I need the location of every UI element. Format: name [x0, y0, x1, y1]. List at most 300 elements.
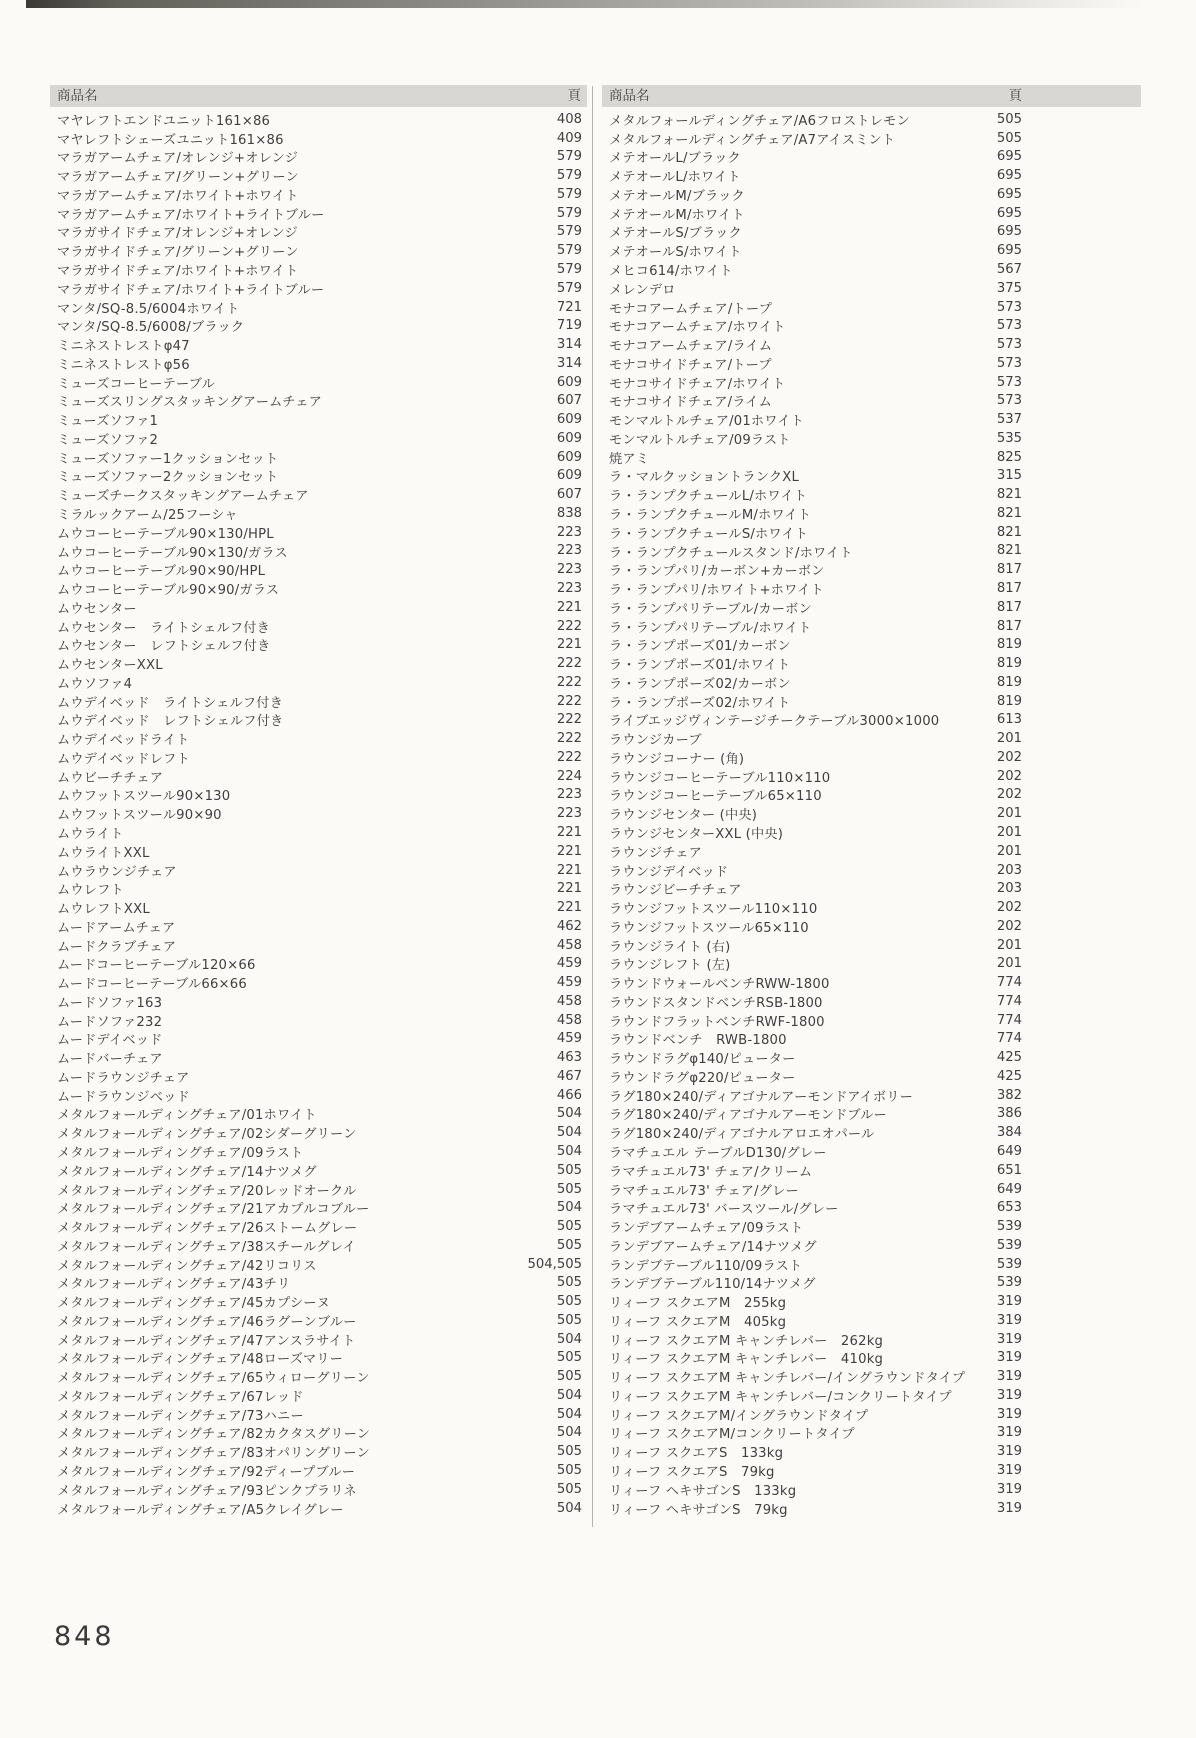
product-name: ラ・マルクッショントランクXL — [609, 470, 800, 486]
product-name: ムウセンターXXL — [57, 658, 163, 674]
product-name: ムードコーヒーテーブル66×66 — [57, 977, 247, 993]
product-name: メタルフォールディングチェア/01ホワイト — [57, 1108, 317, 1124]
list-item — [50, 391, 587, 410]
product-name: メタルフォールディングチェア/93ピンクプラリネ — [57, 1483, 357, 1499]
product-name: メテオールL/ブラック — [609, 151, 741, 167]
product-name: マラガサイドチェア/グリーン+グリーン — [57, 245, 299, 261]
page-ref: 609 — [556, 412, 582, 428]
list-item — [50, 166, 587, 185]
page-ref: 821 — [996, 543, 1022, 559]
product-name: ムウラウンジチェア — [57, 864, 177, 880]
product-name: メテオールM/ホワイト — [609, 207, 745, 223]
product-name: メタルフォールディングチェア/09ラスト — [57, 1146, 304, 1161]
list-item — [50, 1142, 587, 1161]
list-item — [50, 992, 587, 1011]
list-item — [50, 1161, 587, 1180]
list-item — [50, 692, 587, 711]
page-ref: 319 — [996, 1331, 1022, 1347]
list-item — [602, 1011, 1141, 1030]
list-item — [50, 1480, 587, 1499]
product-name: マラガアームチェア/グリーン+グリーン — [57, 170, 299, 186]
product-name: リィーフ ヘキサゴンS 133kg — [609, 1483, 797, 1499]
product-name: ラ・ランプクチュールS/ホワイト — [609, 526, 809, 542]
product-name: ムウデイベッドライト — [57, 733, 190, 749]
product-name: ラウンジカーブ — [609, 733, 702, 749]
list-item — [50, 1086, 587, 1105]
page-ref: 819 — [996, 656, 1022, 672]
list-item — [50, 467, 587, 486]
page-ref: 825 — [996, 449, 1022, 465]
product-name: メタルフォールディングチェア/14ナツメグ — [57, 1164, 317, 1180]
page-ref: 504 — [556, 1106, 582, 1122]
page-ref: 425 — [996, 1068, 1022, 1084]
list-item — [50, 1292, 587, 1311]
product-name: ミニネストレストφ47 — [57, 339, 190, 355]
page-ref: 222 — [556, 749, 582, 765]
product-name: ムードクラブチェア — [57, 939, 177, 955]
list-item — [602, 542, 1141, 561]
page-ref: 505 — [556, 1237, 582, 1253]
product-name: ミューズソファ1 — [57, 414, 159, 430]
product-name-header: 商品名 — [609, 88, 650, 104]
product-name: ラ・ランプポーズ01/カーボン — [609, 639, 791, 655]
page-ref: 695 — [996, 168, 1022, 184]
product-name: メタルフォールディングチェア/47アンスラサイト — [57, 1333, 356, 1349]
page-ref: 408 — [556, 111, 582, 127]
page-ref: 505 — [556, 1162, 582, 1178]
index-column-left — [50, 85, 587, 1517]
page-ref: 505 — [556, 1350, 582, 1366]
product-name: メテオールS/ホワイト — [609, 245, 742, 261]
page-ref: 695 — [996, 243, 1022, 259]
list-item — [602, 1273, 1141, 1292]
page-ref: 221 — [556, 881, 582, 897]
product-name: ムウコーヒーテーブル90×90/HPL — [57, 564, 266, 580]
product-name: メタルフォールディングチェア/02シダーグリーン — [57, 1127, 357, 1143]
page-ref: 319 — [996, 1369, 1022, 1385]
list-item — [602, 729, 1141, 748]
page-ref: 222 — [556, 674, 582, 690]
page-ref: 314 — [556, 337, 582, 353]
list-item — [50, 579, 587, 598]
product-name: ラ・ランプポーズ02/ホワイト — [609, 695, 791, 711]
list-item — [50, 917, 587, 936]
list-item — [50, 1405, 587, 1424]
product-name: ラウンジレフト (左) — [609, 958, 731, 974]
list-item — [602, 1499, 1141, 1518]
page-ref: 504 — [556, 1200, 582, 1216]
list-item — [50, 711, 587, 730]
product-name: メタルフォールディングチェア/A6フロストレモン — [609, 113, 910, 129]
page-ref: 609 — [556, 374, 582, 390]
product-name: メタルフォールディングチェア/20レッドオークル — [57, 1183, 357, 1199]
product-name: ムードソファ163 — [57, 995, 163, 1011]
column-header — [602, 85, 1141, 107]
page-header: 頁 — [567, 88, 581, 104]
product-name: ランデブアームチェア/14ナツメグ — [609, 1239, 817, 1255]
page-ref: 319 — [996, 1463, 1022, 1478]
product-name: メレンデロ — [609, 282, 676, 298]
list-item — [602, 1311, 1141, 1330]
product-name: ミラルックアーム/25フーシャ — [57, 507, 238, 523]
product-name: ラ・ランプクチュールL/ホワイト — [609, 489, 808, 505]
page-ref: 459 — [556, 975, 582, 991]
product-name: ラウンドベンチ RWB-1800 — [609, 1033, 787, 1049]
page-ref: 537 — [996, 412, 1022, 428]
column-divider — [592, 86, 593, 1527]
list-item — [50, 1123, 587, 1142]
page-ref: 386 — [996, 1106, 1022, 1122]
page-ref: 224 — [556, 768, 582, 784]
page-ref: 573 — [996, 393, 1022, 409]
list-item — [602, 823, 1141, 842]
page-ref: 319 — [996, 1350, 1022, 1366]
page-ref: 459 — [556, 1031, 582, 1047]
list-item — [602, 1142, 1141, 1161]
product-list — [50, 110, 587, 1517]
product-name: ムウフットスツール90×130 — [57, 789, 231, 805]
page-ref: 695 — [996, 205, 1022, 221]
list-item — [50, 1273, 587, 1292]
product-name: ムウセンター — [57, 601, 137, 617]
page-ref: 384 — [996, 1125, 1022, 1141]
page-ref: 573 — [996, 318, 1022, 334]
list-item — [50, 279, 587, 298]
list-item — [602, 579, 1141, 598]
page-ref: 221 — [556, 862, 582, 878]
product-name: ライブエッジヴィンテージチークテーブル3000×1000 — [609, 714, 940, 730]
list-item — [602, 429, 1141, 448]
product-name: メタルフォールディングチェア/42リコリス — [57, 1258, 317, 1274]
product-name: ムウライト — [57, 826, 124, 842]
product-name: リィーフ スクエアM 255kg — [609, 1296, 787, 1312]
page-ref: 838 — [556, 505, 582, 521]
page-ref: 203 — [996, 881, 1022, 897]
product-name: ラウンドウォールベンチRWW-1800 — [609, 977, 830, 993]
page-ref: 504 — [556, 1387, 582, 1403]
list-item — [50, 861, 587, 880]
list-item — [602, 1442, 1141, 1461]
page-ref: 505 — [556, 1312, 582, 1328]
page-ref: 567 — [996, 262, 1022, 277]
list-item — [602, 1424, 1141, 1443]
page-ref: 539 — [996, 1256, 1022, 1272]
product-name: ラウンジビーチチェア — [609, 883, 742, 899]
product-name: リィーフ スクエアM/イングラウンドタイプ — [609, 1408, 869, 1424]
page-ref: 504,505 — [527, 1256, 582, 1272]
list-item — [50, 804, 587, 823]
page-ref: 203 — [996, 862, 1022, 878]
list-item — [602, 260, 1141, 279]
page-ref: 319 — [996, 1500, 1022, 1516]
page-ref: 609 — [556, 468, 582, 484]
product-name: ムウレフトXXL — [57, 902, 150, 918]
product-name: マンタ/SQ-8.5/6004ホワイト — [57, 301, 240, 317]
product-name: ムウライトXXL — [57, 845, 150, 861]
product-name: ラグ180×240/ディアゴナルアーモンドブルー — [609, 1108, 887, 1124]
page-ref: 201 — [996, 843, 1022, 859]
product-name: ムウデイベッド レフトシェルフ付き — [57, 714, 284, 730]
list-item — [50, 1067, 587, 1086]
product-name: モナコサイドチェア/トープ — [609, 357, 772, 373]
product-name: メタルフォールディングチェア/26ストームグレー — [57, 1221, 358, 1237]
list-item — [50, 635, 587, 654]
product-name: ムードラウンジベッド — [57, 1089, 190, 1105]
page-ref: 202 — [996, 768, 1022, 784]
list-item — [50, 1461, 587, 1480]
product-name: メタルフォールディングチェア/65ウィローグリーン — [57, 1371, 370, 1387]
page-ref: 649 — [996, 1181, 1022, 1197]
product-name: ムードアームチェア — [57, 920, 176, 936]
list-item — [50, 654, 587, 673]
page-ref: 221 — [556, 843, 582, 859]
page-ref: 505 — [556, 1369, 582, 1385]
product-name: ミューズソファー1クッションセット — [57, 451, 279, 467]
page-ref: 505 — [556, 1219, 582, 1235]
page-ref: 535 — [996, 430, 1022, 446]
page-ref: 505 — [556, 1481, 582, 1497]
page-ref: 459 — [556, 956, 582, 972]
page-ref: 505 — [996, 111, 1022, 127]
page-ref: 819 — [996, 693, 1022, 709]
list-item — [50, 617, 587, 636]
list-item — [602, 204, 1141, 223]
product-name: メタルフォールディングチェア/38スチールグレイ — [57, 1239, 356, 1255]
product-name: マラガサイドチェア/オレンジ+オレンジ — [57, 226, 298, 242]
product-name: モンマルトルチェア/09ラスト — [609, 432, 791, 448]
product-name: マラガアームチェア/オレンジ+オレンジ — [57, 151, 299, 167]
page-ref: 573 — [996, 355, 1022, 371]
product-name: ラウンジセンターXXL (中央) — [609, 826, 784, 842]
list-item — [602, 1067, 1141, 1086]
list-item — [50, 560, 587, 579]
list-item — [602, 954, 1141, 973]
page-ref: 223 — [556, 787, 582, 803]
list-item — [602, 842, 1141, 861]
page-ref: 607 — [556, 393, 582, 409]
page-ref: 505 — [556, 1463, 582, 1478]
list-item — [602, 1048, 1141, 1067]
product-name: モナコアームチェア/トープ — [609, 301, 773, 317]
product-name: ラ・ランプポーズ02/カーボン — [609, 676, 791, 692]
list-item — [602, 1198, 1141, 1217]
page-ref: 539 — [996, 1219, 1022, 1235]
page-ref: 223 — [556, 524, 582, 540]
list-item — [602, 898, 1141, 917]
page-ref: 573 — [996, 374, 1022, 390]
page-ref: 223 — [556, 562, 582, 578]
list-item — [602, 1292, 1141, 1311]
product-name: ムウデイベッドレフト — [57, 751, 190, 767]
page-ref: 221 — [556, 599, 582, 615]
product-name: ムウビーチチェア — [57, 770, 164, 786]
page-ref: 223 — [556, 543, 582, 559]
product-name: ミニネストレストφ56 — [57, 357, 190, 373]
list-item — [50, 973, 587, 992]
list-item — [602, 654, 1141, 673]
product-name: ムウフットスツール90×90 — [57, 808, 222, 824]
list-item — [50, 1236, 587, 1255]
page-ref: 504 — [556, 1143, 582, 1159]
product-name: 焼アミ — [609, 451, 650, 467]
page-ref: 222 — [556, 618, 582, 634]
list-item — [602, 1349, 1141, 1368]
page-ref: 695 — [996, 149, 1022, 165]
product-name: ムウセンター レフトシェルフ付き — [57, 639, 271, 655]
page-ref: 314 — [556, 355, 582, 371]
product-name: ムウレフト — [57, 883, 124, 899]
page-ref: 463 — [556, 1050, 582, 1066]
product-name: メタルフォールディングチェア/48ローズマリー — [57, 1352, 344, 1368]
product-name: メタルフォールディングチェア/21アカプルコブルー — [57, 1202, 370, 1218]
list-item — [602, 1405, 1141, 1424]
list-item — [602, 335, 1141, 354]
list-item — [602, 504, 1141, 523]
page-ref: 201 — [996, 956, 1022, 972]
page-ref: 613 — [996, 712, 1022, 728]
list-item — [602, 1236, 1141, 1255]
page-ref: 466 — [556, 1087, 582, 1103]
list-item — [602, 1386, 1141, 1405]
page-ref: 504 — [556, 1425, 582, 1441]
product-name: メタルフォールディングチェア/82カクタスグリーン — [57, 1427, 371, 1443]
list-item — [50, 373, 587, 392]
product-name: メタルフォールディングチェア/46ラグーンブルー — [57, 1314, 357, 1330]
product-name: ラ・ランプポーズ01/ホワイト — [609, 658, 791, 674]
list-item — [602, 1217, 1141, 1236]
product-name: ラ・ランプクチュールM/ホワイト — [609, 507, 812, 523]
list-item — [602, 373, 1141, 392]
product-name: ムードラウンジチェア — [57, 1070, 190, 1086]
list-item — [50, 448, 587, 467]
product-name: ムウコーヒーテーブル90×90/ガラス — [57, 583, 280, 599]
product-name: ラウンジチェア — [609, 845, 702, 861]
page-ref: 201 — [996, 937, 1022, 953]
page-ref: 319 — [996, 1444, 1022, 1460]
list-item — [602, 1180, 1141, 1199]
product-name: メタルフォールディングチェア/45カプシーヌ — [57, 1296, 331, 1312]
page-ref: 458 — [556, 1012, 582, 1028]
list-item — [50, 823, 587, 842]
list-item — [50, 1499, 587, 1518]
list-item — [50, 879, 587, 898]
product-name: メタルフォールディングチェア/67レッド — [57, 1389, 304, 1405]
list-item — [50, 1255, 587, 1274]
list-item — [602, 879, 1141, 898]
list-item — [602, 1480, 1141, 1499]
list-item — [50, 298, 587, 317]
product-name: メヒコ614/ホワイト — [609, 264, 733, 280]
page-ref: 579 — [556, 149, 582, 165]
product-name: ラウンジコーヒーテーブル110×110 — [609, 770, 831, 786]
page-ref: 319 — [996, 1387, 1022, 1403]
list-item — [602, 936, 1141, 955]
page-ref: 821 — [996, 505, 1022, 521]
product-name: ラ・ランプクチュールスタンド/ホワイト — [609, 545, 853, 561]
list-item — [602, 279, 1141, 298]
product-name: メタルフォールディングチェア/92ディープブルー — [57, 1465, 356, 1481]
list-item — [602, 223, 1141, 242]
page-ref: 201 — [996, 824, 1022, 840]
page-ref: 819 — [996, 637, 1022, 653]
product-name: ムードバーチェア — [57, 1052, 163, 1068]
list-item — [602, 1030, 1141, 1049]
page-ref: 695 — [996, 224, 1022, 240]
page-ref: 319 — [996, 1406, 1022, 1422]
page-ref: 573 — [996, 299, 1022, 315]
product-name: ラグ180×240/ディアゴナルアーモンドアイボリー — [609, 1089, 914, 1105]
list-item — [50, 842, 587, 861]
page-ref: 222 — [556, 731, 582, 747]
list-item — [602, 1086, 1141, 1105]
list-item — [602, 354, 1141, 373]
product-name: ラグ180×240/ディアゴナルアロエオパール — [609, 1127, 875, 1143]
page-ref: 221 — [556, 637, 582, 653]
page-ref: 504 — [556, 1500, 582, 1516]
product-name: ミューズソファー2クッションセット — [57, 470, 279, 486]
product-name: メタルフォールディングチェア/A7アイスミント — [609, 132, 896, 148]
product-name: ラウンジフットスツール65×110 — [609, 920, 809, 936]
list-item — [602, 804, 1141, 823]
list-item — [602, 485, 1141, 504]
list-item — [50, 1048, 587, 1067]
list-item — [602, 129, 1141, 148]
product-name: リィーフ ヘキサゴンS 79kg — [609, 1502, 788, 1518]
list-item — [50, 767, 587, 786]
list-item — [50, 1367, 587, 1386]
list-item — [50, 241, 587, 260]
page-ref: 539 — [996, 1275, 1022, 1291]
page-ref: 375 — [996, 280, 1022, 296]
list-item — [50, 542, 587, 561]
list-item — [50, 410, 587, 429]
page-ref: 222 — [556, 693, 582, 709]
page-ref: 817 — [996, 599, 1022, 615]
page-ref: 319 — [996, 1425, 1022, 1441]
page-ref: 504 — [556, 1406, 582, 1422]
page-ref: 504 — [556, 1125, 582, 1141]
product-name: リィーフ スクエアM キャンチレバー/コンクリートタイプ — [609, 1389, 952, 1405]
list-item — [602, 316, 1141, 335]
list-item — [50, 204, 587, 223]
list-item — [50, 354, 587, 373]
product-name: メテオールL/ホワイト — [609, 170, 741, 186]
product-name: モナコアームチェア/ホワイト — [609, 320, 786, 336]
page-ref: 817 — [996, 562, 1022, 578]
list-item — [50, 1198, 587, 1217]
page-ref: 651 — [996, 1162, 1022, 1178]
list-item — [50, 523, 587, 542]
page-ref: 609 — [556, 430, 582, 446]
list-item — [602, 692, 1141, 711]
page-ref: 579 — [556, 243, 582, 259]
product-name: ムウセンター ライトシェルフ付き — [57, 620, 271, 636]
list-item — [602, 110, 1141, 129]
product-name: ラウンドラグφ140/ピューター — [609, 1052, 796, 1068]
product-name: ラウンジコーナー (角) — [609, 751, 745, 767]
list-item — [602, 1461, 1141, 1480]
list-item — [50, 110, 587, 129]
list-item — [50, 335, 587, 354]
list-item — [602, 1105, 1141, 1124]
list-item — [50, 1180, 587, 1199]
scan-edge-artifact — [26, 0, 1146, 8]
page-ref: 695 — [996, 186, 1022, 202]
page-ref: 579 — [556, 262, 582, 277]
product-name: ラウンジセンター (中央) — [609, 808, 758, 824]
page-ref: 467 — [556, 1068, 582, 1084]
product-name: メタルフォールディングチェア/A5クレイグレー — [57, 1502, 344, 1518]
